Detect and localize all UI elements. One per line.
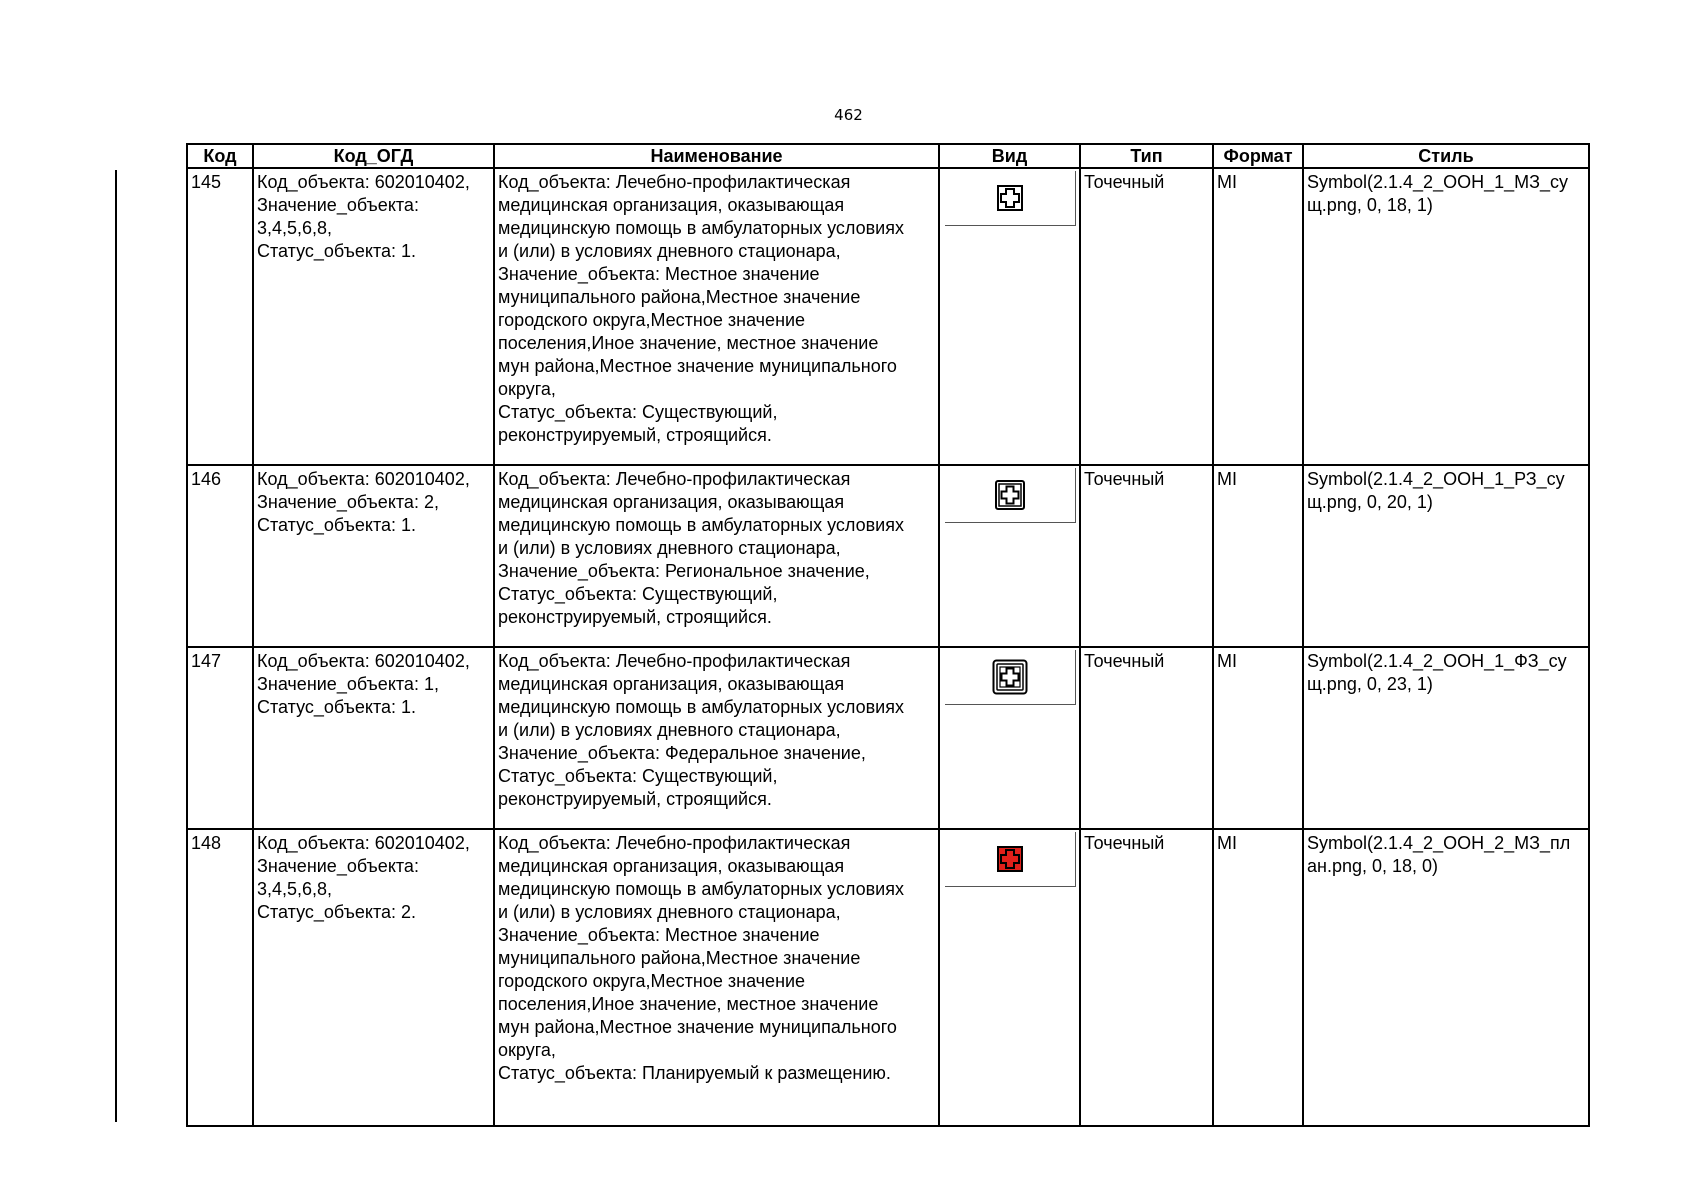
- name-line: Значение_объекта: Местное значение: [498, 925, 820, 945]
- row-style: [1303, 829, 1589, 1126]
- name-line: Код_объекта: Лечебно-профилактическая: [498, 469, 851, 489]
- name-line: Статус_объекта: Существующий,: [498, 766, 778, 786]
- row-type: Точечный: [1080, 465, 1213, 647]
- table-header-row: [187, 144, 1589, 168]
- row-code: 146: [187, 465, 253, 647]
- symbol-preview: [945, 832, 1076, 887]
- row-format: MI: [1213, 829, 1303, 1126]
- column-header-name: Наименование: [494, 144, 939, 168]
- style-line: ан.png, 0, 18, 0): [1307, 856, 1439, 876]
- name-line: медицинская организация, оказывающая: [498, 856, 845, 876]
- medical-cross-triple-frame-icon: [992, 659, 1028, 695]
- ogd-line: 3,4,5,6,8,: [257, 218, 333, 238]
- ogd-line: Код_объекта: 602010402,: [257, 833, 470, 853]
- legend-table: [186, 143, 1590, 1127]
- name-line: муниципального района,Местное значение: [498, 948, 861, 968]
- row-ogd: [253, 168, 494, 465]
- ogd-line: Статус_объекта: 2.: [257, 902, 417, 922]
- row-name: [494, 647, 939, 829]
- row-view: [939, 168, 1080, 465]
- style-line: щ.png, 0, 18, 1): [1307, 195, 1433, 215]
- table-row: [187, 168, 1589, 465]
- ogd-line: Значение_объекта:: [257, 195, 419, 215]
- name-line: Статус_объекта: Существующий,: [498, 402, 778, 422]
- name-line: реконструируемый, строящийся.: [498, 607, 772, 627]
- row-view: [939, 829, 1080, 1126]
- column-header-ogd: Код_ОГД: [253, 144, 494, 168]
- row-name: [494, 829, 939, 1126]
- row-code: 148: [187, 829, 253, 1126]
- name-line: медицинская организация, оказывающая: [498, 195, 845, 215]
- row-view: [939, 647, 1080, 829]
- column-header-type: Тип: [1080, 144, 1213, 168]
- row-ogd: [253, 829, 494, 1126]
- column-header-code: Код: [187, 144, 253, 168]
- medical-cross-red-icon: [995, 844, 1025, 874]
- ogd-line: Значение_объекта: 1,: [257, 674, 439, 694]
- ogd-line: Статус_объекта: 1.: [257, 241, 417, 261]
- name-line: округа,: [498, 1040, 556, 1060]
- name-line: округа,: [498, 379, 556, 399]
- style-line: Symbol(2.1.4_2_ООН_1_РЗ_су: [1307, 469, 1565, 489]
- name-line: реконструируемый, строящийся.: [498, 425, 772, 445]
- style-line: Symbol(2.1.4_2_ООН_2_МЗ_пл: [1307, 833, 1571, 853]
- column-header-style: Стиль: [1303, 144, 1589, 168]
- name-line: Статус_объекта: Существующий,: [498, 584, 778, 604]
- name-line: поселения,Иное значение, местное значение: [498, 333, 879, 353]
- style-line: щ.png, 0, 20, 1): [1307, 492, 1433, 512]
- name-line: медицинская организация, оказывающая: [498, 674, 845, 694]
- row-style: [1303, 647, 1589, 829]
- row-type: Точечный: [1080, 168, 1213, 465]
- name-line: медицинская организация, оказывающая: [498, 492, 845, 512]
- name-line: медицинскую помощь в амбулаторных условиях: [498, 697, 904, 717]
- row-ogd: [253, 647, 494, 829]
- row-code: 147: [187, 647, 253, 829]
- table-row: [187, 465, 1589, 647]
- row-format: MI: [1213, 168, 1303, 465]
- row-type: Точечный: [1080, 647, 1213, 829]
- ogd-line: Статус_объекта: 1.: [257, 697, 417, 717]
- row-code: 145: [187, 168, 253, 465]
- name-line: Код_объекта: Лечебно-профилактическая: [498, 651, 851, 671]
- ogd-line: Код_объекта: 602010402,: [257, 469, 470, 489]
- table-row: [187, 647, 1589, 829]
- ogd-line: Значение_объекта: 2,: [257, 492, 439, 512]
- row-ogd: [253, 465, 494, 647]
- name-line: Код_объекта: Лечебно-профилактическая: [498, 833, 851, 853]
- row-format: MI: [1213, 647, 1303, 829]
- table-row: [187, 829, 1589, 1126]
- style-line: щ.png, 0, 23, 1): [1307, 674, 1433, 694]
- name-line: медицинскую помощь в амбулаторных условиях: [498, 879, 904, 899]
- row-format: MI: [1213, 465, 1303, 647]
- row-type: Точечный: [1080, 829, 1213, 1126]
- name-line: мун района,Местное значение муниципального: [498, 356, 897, 376]
- page-number: 462: [834, 106, 863, 124]
- name-line: и (или) в условиях дневного стационара,: [498, 720, 841, 740]
- ogd-line: Значение_объекта:: [257, 856, 419, 876]
- name-line: городского округа,Местное значение: [498, 310, 806, 330]
- name-line: городского округа,Местное значение: [498, 971, 806, 991]
- name-line: и (или) в условиях дневного стационара,: [498, 538, 841, 558]
- ogd-line: Код_объекта: 602010402,: [257, 651, 470, 671]
- column-header-format: Формат: [1213, 144, 1303, 168]
- name-line: Статус_объекта: Планируемый к размещению.: [498, 1063, 891, 1083]
- name-line: Код_объекта: Лечебно-профилактическая: [498, 172, 851, 192]
- ogd-line: Код_объекта: 602010402,: [257, 172, 470, 192]
- ogd-line: Статус_объекта: 1.: [257, 515, 417, 535]
- row-name: [494, 465, 939, 647]
- name-line: медицинскую помощь в амбулаторных условиях: [498, 515, 904, 535]
- name-line: Значение_объекта: Федеральное значение,: [498, 743, 866, 763]
- name-line: муниципального района,Местное значение: [498, 287, 861, 307]
- style-line: Symbol(2.1.4_2_ООН_1_МЗ_су: [1307, 172, 1568, 192]
- name-line: и (или) в условиях дневного стационара,: [498, 902, 841, 922]
- medical-cross-double-frame-icon: [994, 479, 1026, 511]
- name-line: мун района,Местное значение муниципального: [498, 1017, 897, 1037]
- medical-cross-icon: [995, 183, 1025, 213]
- name-line: поселения,Иное значение, местное значение: [498, 994, 879, 1014]
- column-header-view: Вид: [939, 144, 1080, 168]
- row-style: [1303, 168, 1589, 465]
- symbol-preview: [945, 468, 1076, 523]
- name-line: реконструируемый, строящийся.: [498, 789, 772, 809]
- margin-line: [115, 170, 117, 1122]
- row-style: [1303, 465, 1589, 647]
- name-line: и (или) в условиях дневного стационара,: [498, 241, 841, 261]
- name-line: медицинскую помощь в амбулаторных условиях: [498, 218, 904, 238]
- name-line: Значение_объекта: Местное значение: [498, 264, 820, 284]
- style-line: Symbol(2.1.4_2_ООН_1_ФЗ_су: [1307, 651, 1567, 671]
- name-line: Значение_объекта: Региональное значение,: [498, 561, 870, 581]
- symbol-preview: [945, 650, 1076, 705]
- row-view: [939, 465, 1080, 647]
- ogd-line: 3,4,5,6,8,: [257, 879, 333, 899]
- symbol-preview: [945, 171, 1076, 226]
- row-name: [494, 168, 939, 465]
